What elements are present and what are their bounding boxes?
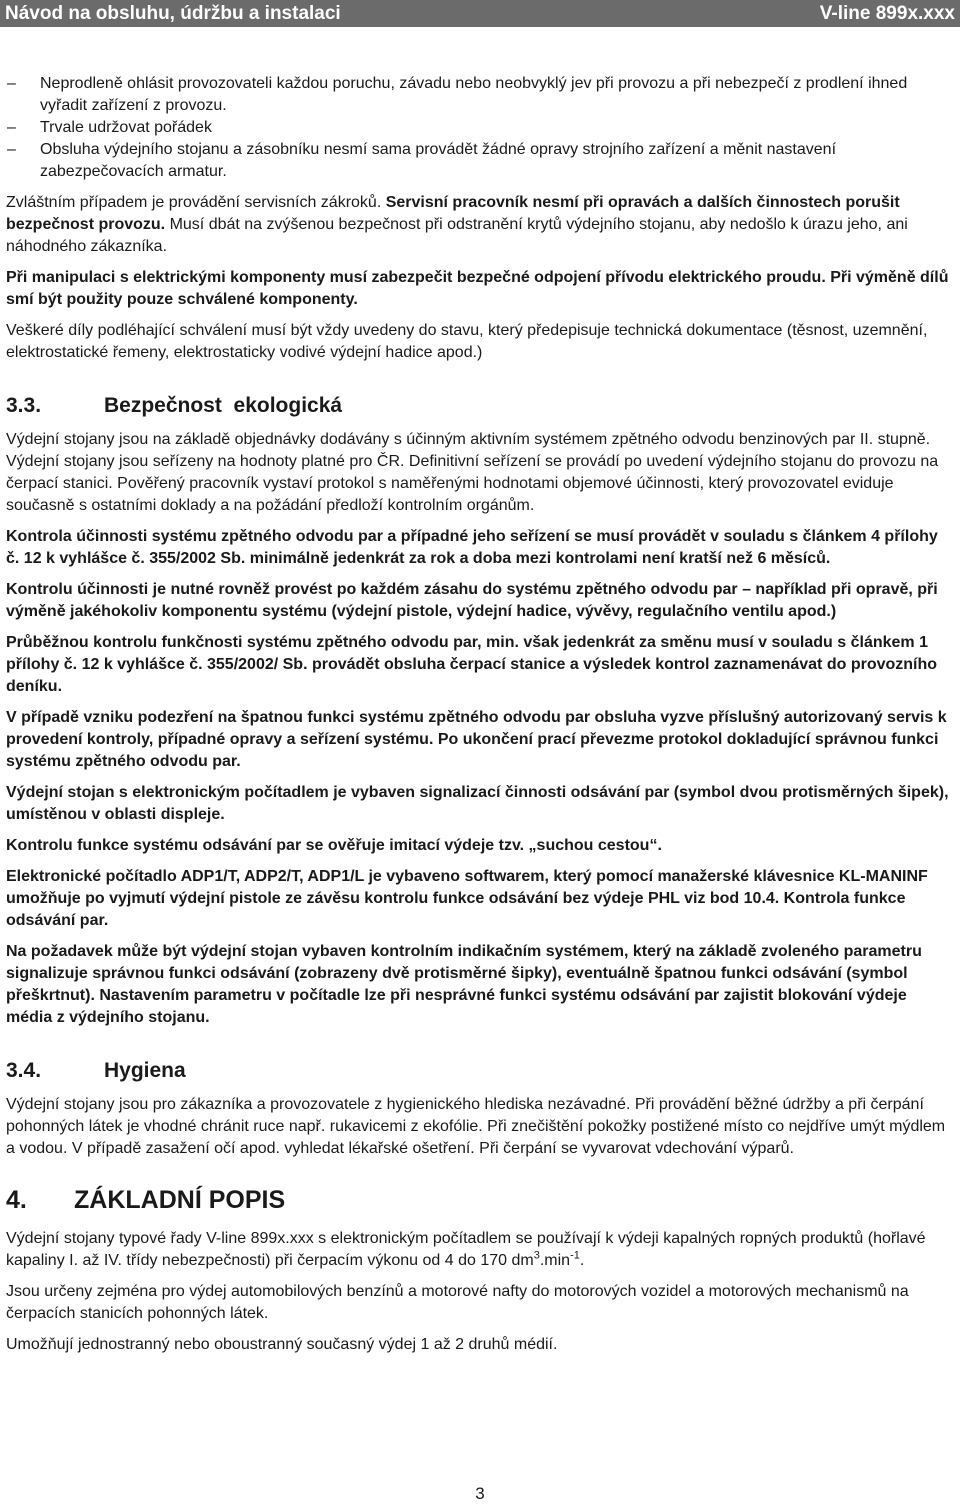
header-title: Návod na obsluhu, údržbu a instalaci (5, 2, 341, 24)
description-end: . (579, 1252, 585, 1269)
safety-list (6, 73, 950, 183)
unit-text: .min (539, 1252, 571, 1269)
chapter-title: ZÁKLADNÍ POPIS (74, 1186, 286, 1214)
approval-paragraph: Veškeré díly podléhající schválení musí být vždy uvedeny do stavu, který předepisuje technická dokumentace (těsnost, uzemnění, elektrostatické řemeny, elektrostaticky vodivé výdejní hadice apod.) (6, 322, 928, 361)
chapter-number: 4. (6, 1186, 27, 1214)
unit-superscript: -1 (570, 1249, 580, 1262)
dispensing-paragraph: Umožňují jednostranný nebo oboustranný současný výdej 1 až 2 druhů médií. (6, 1336, 558, 1353)
hygiene-paragraph: Výdejní stojany jsou pro zákazníka a provozovatele z hygienického hlediska nezávadné. Při provádění běžné údržby a při čerpání pohonných látek je vhodné chránit ruce např. rukavicemi z ekofólie. Při znečištění pokožky postižené místo co nejdříve umýt mýdlem a vodou. V případě zasažení očí apod. vyhledat lékařské ošetření. Při čerpání se vyvarovat vdechování výparů. (6, 1096, 946, 1157)
description-text: Výdejní stojany typové řady V-line 899x.xxx s elektronickým počítadlem se používají k výdeji kapalných ropných produktů (hořlavé kapaliny I. až IV. třídy nebezpečnosti) při čerpacím výkonu od 4 do 170 dm (6, 1230, 926, 1269)
servicing-intro: Zvláštním případem je provádění servisních zákroků. (6, 194, 386, 211)
ongoing-check-paragraph: Průběžnou kontrolu funkčnosti systému zpětného odvodu par, min. však jedenkrát za směnu musí v souladu s článkem 1 přílohy č. 12 k vyhlášce č. 355/2002/ Sb. provádět obsluha čerpací stanice a výsledek kontrol zaznamenávat do provozního deníku. (6, 634, 938, 695)
section-title: Hygiena (104, 1059, 186, 1082)
page-number: 3 (475, 1484, 485, 1503)
efficiency-check-paragraph: Kontrola účinnosti systému zpětného odvodu par a případné jeho seřízení se musí provádět v souladu s článkem 4 přílohy č. 12 k vyhlášce č. 355/2002 Sb. minimálně jedenkrát za rok a doba mezi kontrolami není kratší než 6 měsíců. (6, 528, 938, 567)
section-number: 3.4. (6, 1059, 42, 1082)
section-title: Bezpečnost ekologická (104, 394, 343, 417)
indication-system-paragraph: Na požadavek může být výdejní stojan vybaven kontrolním indikačním systémem, který na základě zvoleného parametru signalizuje správnou funkci odsávání (zobrazeny dvě protisměrné šipky), eventuálně špatnou funkci odsávání (symbol přeškrtnut). Nastavením parametru v počítadle lze při nesprávné funkci systému odsávání par zajistit blokování výdeje média z výdejního stojanu. (6, 943, 922, 1026)
counter-software-paragraph: Elektronické počítadlo ADP1/T, ADP2/T, ADP1/L je vybaveno softwarem, který pomocí manažerské klávesnice KL-MANINF umožňuje po vyjmutí výdejní pistole ze závěsu kontrolu funkce odsávání bez výdeje PHL viz bod 10.4. Kontrola funkce odsávání par. (6, 868, 928, 929)
servicing-paragraph (6, 192, 950, 258)
chapter-heading-4 (6, 1184, 950, 1216)
section-heading-3-3 (6, 393, 950, 419)
repair-check-paragraph: Kontrolu účinnosti je nutné rovněž provést po každém zásahu do systému zpětného odvodu par – například při opravě, při výměně jakéhokoliv komponentu systému (výdejní pistole, výdejní hadice, vývěvy, regulačního ventilu apod.) (6, 581, 938, 620)
servicing-tail: Musí dbát na zvýšenou bezpečnost při odstranění krytů výdejního stojanu, aby nedošlo k úrazu jeho, ani náhodného zákazníka. (6, 216, 908, 255)
unit-superscript: 3 (533, 1249, 540, 1262)
servicing-warning: Servisní pracovník nesmí při opravách a dalších činnostech porušit bezpečnost provozu. (6, 194, 900, 233)
suspicion-paragraph: V případě vzniku podezření na špatnou funkci systému zpětného odvodu par obsluha vyzve příslušný autorizovaný servis k provedení kontroly, případné opravy a seřízení systému. Po ukončení prací převezme protokol dokladující správnou funkci systému zpětného odvodu par. (6, 709, 947, 770)
page-content (6, 73, 950, 1356)
header-model: V-line 899x.xxx (819, 2, 955, 24)
purpose-paragraph: Jsou určeny zejména pro výdej automobilových benzínů a motorové nafty do motorových vozidel a motorových mechanismů na čerpacích stanicích pohonných látek. (6, 1283, 909, 1322)
description-paragraph (6, 1228, 950, 1272)
section-number: 3.3. (6, 394, 42, 417)
page-header (0, 0, 960, 27)
list-item: – Trvale udržovat pořádek (6, 117, 950, 139)
electrical-paragraph: Při manipulaci s elektrickými komponenty musí zabezpečit bezpečné odpojení přívodu elektrického proudu. Při výměně dílů smí být použity pouze schválené komponenty. (6, 269, 949, 308)
list-item: – Obsluha výdejního stojanu a zásobníku nesmí sama provádět žádné opravy strojního zařízení a měnit nastavení zabezpečovacích armatur. (6, 139, 950, 183)
section-heading-3-4 (6, 1058, 950, 1084)
list-item: – Neprodleně ohlásit provozovateli každou poruchu, závadu nebo neobvyklý jev při provozu a při nebezpečí z prodlení ihned vyřadit zařízení z provozu. (6, 73, 950, 117)
signalization-paragraph: Výdejní stojan s elektronickým počítadlem je vybaven signalizací činnosti odsávání par (symbol dvou protisměrných šipek), umístěnou v oblasti displeje. (6, 784, 949, 823)
ecology-paragraph: Výdejní stojany jsou na základě objednávky dodávány s účinným aktivním systémem zpětného odvodu benzinových par II. stupně. Výdejní stojany jsou seřízeny na hodnoty platné pro ČR. Definitivní seřízení se provádí po uvedení výdejního stojanu do provozu na čerpací stanici. Pověřený pracovník vystaví protokol s naměřenými hodnotami objemové účinnosti, který provozovatel eviduje současně s ostatními doklady a na požádání předloží kontrolním orgánům. (6, 431, 939, 514)
dry-test-paragraph: Kontrolu funkce systému odsávání par se ověřuje imitací výdeje tzv. „suchou cestou“. (6, 837, 662, 854)
